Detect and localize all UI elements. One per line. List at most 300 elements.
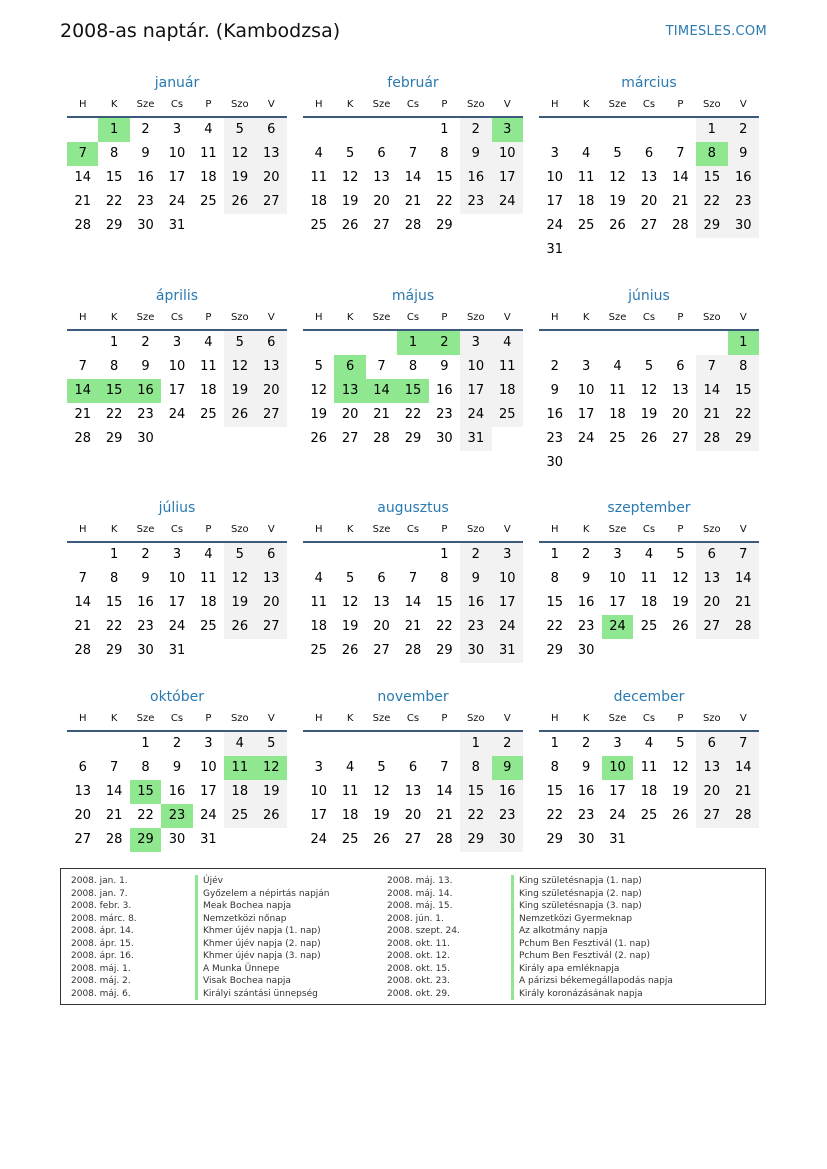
holiday-name: Győzelem a népirtás napján <box>195 888 330 901</box>
day-cell: 21 <box>728 591 759 615</box>
day-cell: 18 <box>310 194 327 209</box>
day-cell: 4 <box>314 146 323 161</box>
day-grid <box>303 118 523 238</box>
day-cell: 14 <box>74 170 91 185</box>
weekday-label: H <box>550 713 559 724</box>
empty-cell <box>98 732 129 756</box>
day-cell: 17 <box>168 383 186 398</box>
weekday-label: K <box>346 99 354 110</box>
day-cell: 27 <box>672 431 689 446</box>
month-10 <box>67 686 287 852</box>
holiday-name: Az alkotmány napja <box>511 925 608 938</box>
month-name: július <box>158 500 196 516</box>
day-cell: 30 <box>546 455 563 470</box>
weekday-label: P <box>441 312 448 323</box>
day-cell: 18 <box>640 784 658 799</box>
day-cell: 29 <box>546 643 563 658</box>
day-cell: 19 <box>672 784 689 799</box>
day-cell: 14 <box>404 170 422 185</box>
day-cell: 23 <box>728 190 759 214</box>
weekday-label: H <box>314 524 323 535</box>
day-cell: 26 <box>609 218 626 233</box>
holiday-day-cell: 2 <box>429 331 460 355</box>
day-cell: 3 <box>204 736 213 751</box>
weekday-label: P <box>677 524 684 535</box>
day-cell: 30 <box>436 431 453 446</box>
empty-cell <box>334 118 365 142</box>
empty-cell <box>303 331 334 355</box>
weekday-label: Sze <box>372 713 391 724</box>
holiday-day-cell: 9 <box>492 756 523 780</box>
day-cell: 27 <box>256 190 287 214</box>
empty-cell <box>334 543 365 567</box>
holiday-list <box>60 868 766 1005</box>
day-cell: 12 <box>672 571 689 586</box>
weekday-label: Cs <box>170 524 184 535</box>
holiday-name: Nemzetközi nőnap <box>195 913 286 926</box>
weekday-label: H <box>78 99 87 110</box>
holiday-name: Khmer újév napja (1. nap) <box>195 925 321 938</box>
day-cell: 13 <box>256 142 287 166</box>
weekday-label: H <box>78 312 87 323</box>
day-cell: 27 <box>74 832 91 847</box>
day-cell: 5 <box>377 760 386 775</box>
day-cell: 25 <box>224 804 255 828</box>
day-cell: 22 <box>404 407 422 422</box>
day-cell: 26 <box>224 190 255 214</box>
month-12 <box>539 686 759 852</box>
day-cell: 23 <box>460 615 491 639</box>
month-11 <box>303 686 523 852</box>
weekday-label: H <box>550 99 559 110</box>
day-cell: 25 <box>341 832 359 847</box>
weekday-label: H <box>314 713 323 724</box>
page-title: 2008-as naptár. (Kambodzsa) <box>60 20 341 42</box>
weekday-label: K <box>582 312 590 323</box>
day-cell: 16 <box>460 166 491 190</box>
month-8 <box>303 497 523 663</box>
day-cell: 28 <box>105 832 123 847</box>
day-cell: 14 <box>74 595 91 610</box>
day-cell: 7 <box>676 146 685 161</box>
day-cell: 12 <box>224 567 255 591</box>
holiday-date: 2008. máj. 15. <box>387 901 453 911</box>
day-cell: 24 <box>168 407 186 422</box>
weekday-label: H <box>314 312 323 323</box>
day-cell: 6 <box>696 543 727 567</box>
day-cell: 19 <box>341 619 359 634</box>
day-cell: 15 <box>460 780 491 804</box>
day-cell: 6 <box>78 760 87 775</box>
day-cell: 5 <box>224 118 255 142</box>
day-cell: 10 <box>168 359 186 374</box>
day-cell: 18 <box>341 808 359 823</box>
day-cell: 29 <box>696 214 727 238</box>
empty-cell <box>303 732 334 756</box>
day-cell: 7 <box>78 359 87 374</box>
brand-logo-link[interactable]: TIMESLES.COM <box>665 24 767 39</box>
day-cell: 22 <box>105 194 123 209</box>
day-cell: 12 <box>640 383 658 398</box>
day-cell: 1 <box>109 547 119 562</box>
day-cell: 11 <box>200 146 217 161</box>
day-cell: 17 <box>168 170 186 185</box>
weekday-label: H <box>78 524 87 535</box>
holiday-day-cell: 13 <box>334 379 365 403</box>
month-2 <box>303 72 523 238</box>
day-cell: 4 <box>613 359 622 374</box>
day-cell: 17 <box>168 595 186 610</box>
empty-cell <box>366 732 397 756</box>
day-grid <box>303 732 523 852</box>
day-cell: 24 <box>460 403 491 427</box>
day-cell: 4 <box>314 571 323 586</box>
day-cell: 9 <box>172 760 182 775</box>
day-cell: 9 <box>581 760 591 775</box>
weekday-header <box>303 708 523 732</box>
day-cell: 5 <box>256 732 287 756</box>
weekday-label: K <box>346 524 354 535</box>
day-cell: 6 <box>644 146 654 161</box>
day-cell: 4 <box>644 736 654 751</box>
weekday-label: Cs <box>406 99 420 110</box>
empty-cell <box>429 732 460 756</box>
weekday-label: Cs <box>406 524 420 535</box>
day-cell: 26 <box>224 403 255 427</box>
day-cell: 3 <box>613 547 622 562</box>
day-cell: 17 <box>310 808 327 823</box>
holiday-day-cell: 3 <box>492 118 523 142</box>
day-cell: 21 <box>404 619 422 634</box>
weekday-label: Szo <box>702 312 721 323</box>
holiday-day-cell: 12 <box>256 756 287 780</box>
day-cell: 18 <box>200 595 217 610</box>
day-cell: 13 <box>256 355 287 379</box>
day-cell: 20 <box>696 591 727 615</box>
empty-cell <box>633 331 664 355</box>
month-name: március <box>621 75 677 91</box>
day-grid <box>539 118 759 262</box>
weekday-label: Szo <box>466 524 485 535</box>
weekday-label: Sze <box>136 312 155 323</box>
weekday-label: K <box>346 312 354 323</box>
day-cell: 10 <box>546 170 563 185</box>
empty-cell <box>665 118 696 142</box>
day-cell: 28 <box>74 431 91 446</box>
day-cell: 3 <box>172 335 182 350</box>
day-cell: 28 <box>696 427 727 451</box>
day-cell: 16 <box>577 784 595 799</box>
day-cell: 1 <box>696 118 727 142</box>
day-cell: 5 <box>676 736 685 751</box>
holiday-name: King születésnapja (1. nap) <box>511 875 642 888</box>
day-cell: 7 <box>408 146 418 161</box>
day-cell: 6 <box>256 118 287 142</box>
day-cell: 24 <box>492 190 523 214</box>
day-cell: 22 <box>546 619 563 634</box>
day-cell: 14 <box>696 379 727 403</box>
day-cell: 12 <box>341 170 359 185</box>
day-cell: 27 <box>256 615 287 639</box>
weekday-label: V <box>503 99 511 110</box>
day-cell: 28 <box>436 832 453 847</box>
day-cell: 31 <box>460 427 491 451</box>
day-cell: 16 <box>137 595 154 610</box>
weekday-label: K <box>582 524 590 535</box>
day-cell: 30 <box>492 828 523 852</box>
day-cell: 21 <box>436 808 453 823</box>
day-cell: 14 <box>728 756 759 780</box>
day-cell: 8 <box>109 359 119 374</box>
holiday-day-cell: 15 <box>130 780 161 804</box>
day-cell: 19 <box>341 194 359 209</box>
weekday-label: P <box>441 99 448 110</box>
day-cell: 31 <box>200 832 217 847</box>
day-cell: 4 <box>644 547 654 562</box>
day-cell: 17 <box>546 194 563 209</box>
day-cell: 23 <box>577 619 595 634</box>
weekday-label: Cs <box>642 312 656 323</box>
day-cell: 9 <box>460 567 491 591</box>
empty-cell <box>303 543 334 567</box>
holiday-name: Khmer újév napja (3. nap) <box>195 950 321 963</box>
day-cell: 15 <box>696 166 727 190</box>
empty-cell <box>67 331 98 355</box>
day-cell: 8 <box>440 146 449 161</box>
weekday-label: Sze <box>372 524 391 535</box>
day-cell: 4 <box>345 760 355 775</box>
day-cell: 10 <box>168 146 186 161</box>
holiday-name: Király koronázásának napja <box>511 988 643 1001</box>
day-cell: 30 <box>460 639 491 663</box>
day-cell: 25 <box>640 619 658 634</box>
day-cell: 11 <box>310 595 327 610</box>
day-cell: 6 <box>408 760 418 775</box>
day-cell: 13 <box>696 567 727 591</box>
weekday-header <box>67 708 287 732</box>
weekday-label: Cs <box>642 713 656 724</box>
day-cell: 18 <box>200 170 217 185</box>
day-cell: 20 <box>640 194 658 209</box>
day-cell: 28 <box>74 643 91 658</box>
day-cell: 7 <box>109 760 119 775</box>
day-cell: 18 <box>609 407 626 422</box>
holiday-date: 2008. okt. 11. <box>387 938 450 949</box>
day-cell: 26 <box>256 804 287 828</box>
weekday-label: Cs <box>170 713 184 724</box>
day-cell: 3 <box>581 359 591 374</box>
day-cell: 28 <box>672 218 689 233</box>
day-cell: 21 <box>373 407 390 422</box>
weekday-label: V <box>739 524 747 535</box>
day-cell: 29 <box>105 218 123 233</box>
holiday-date: 2008. márc. 8. <box>71 913 137 924</box>
holiday-name: Visak Bochea napja <box>195 975 291 988</box>
day-cell: 5 <box>224 543 255 567</box>
weekday-label: V <box>267 713 275 724</box>
day-cell: 10 <box>492 142 523 166</box>
empty-cell <box>602 118 633 142</box>
day-cell: 2 <box>141 122 150 137</box>
weekday-label: P <box>205 312 212 323</box>
holiday-name: Pchum Ben Fesztivál (1. nap) <box>511 938 650 951</box>
day-cell: 6 <box>256 331 287 355</box>
day-cell: 20 <box>256 379 287 403</box>
holiday-day-cell: 7 <box>67 142 98 166</box>
day-cell: 20 <box>373 194 390 209</box>
empty-cell <box>570 118 601 142</box>
day-cell: 23 <box>460 190 491 214</box>
day-cell: 19 <box>609 194 626 209</box>
day-cell: 28 <box>404 643 422 658</box>
day-cell: 2 <box>141 335 150 350</box>
day-cell: 25 <box>200 407 217 422</box>
day-grid <box>539 732 759 852</box>
empty-cell <box>570 331 601 355</box>
day-cell: 30 <box>137 431 154 446</box>
day-cell: 9 <box>728 142 759 166</box>
day-cell: 8 <box>109 146 119 161</box>
day-cell: 19 <box>373 808 390 823</box>
day-cell: 16 <box>546 407 563 422</box>
empty-cell <box>303 118 334 142</box>
weekday-label: H <box>78 713 87 724</box>
holiday-day-cell: 14 <box>67 379 98 403</box>
day-cell: 25 <box>310 643 327 658</box>
day-cell: 27 <box>696 615 727 639</box>
day-cell: 17 <box>609 784 626 799</box>
weekday-label: Szo <box>702 99 721 110</box>
day-cell: 9 <box>141 359 150 374</box>
day-cell: 29 <box>105 431 123 446</box>
day-cell: 31 <box>609 832 626 847</box>
day-cell: 21 <box>74 407 91 422</box>
day-cell: 4 <box>492 331 523 355</box>
weekday-label: K <box>110 312 118 323</box>
day-cell: 17 <box>492 591 523 615</box>
holiday-name: Újév <box>195 875 223 888</box>
day-cell: 23 <box>577 808 595 823</box>
month-name: január <box>154 75 200 91</box>
day-grid <box>67 543 287 663</box>
weekday-label: H <box>550 312 559 323</box>
day-cell: 25 <box>640 808 658 823</box>
day-cell: 31 <box>546 242 563 257</box>
day-cell: 26 <box>373 832 390 847</box>
month-3 <box>539 72 759 262</box>
holiday-day-cell: 15 <box>98 379 129 403</box>
day-cell: 13 <box>373 595 390 610</box>
day-cell: 1 <box>550 547 559 562</box>
weekday-label: Sze <box>136 99 155 110</box>
day-cell: 9 <box>141 146 150 161</box>
day-cell: 2 <box>460 118 491 142</box>
day-cell: 12 <box>341 595 359 610</box>
day-cell: 26 <box>310 431 327 446</box>
day-cell: 30 <box>577 643 595 658</box>
day-cell: 29 <box>546 832 563 847</box>
day-cell: 10 <box>492 567 523 591</box>
day-cell: 5 <box>345 146 355 161</box>
day-cell: 1 <box>440 122 449 137</box>
holiday-name: King születésnapja (2. nap) <box>511 888 642 901</box>
weekday-label: Szo <box>702 524 721 535</box>
day-cell: 18 <box>224 780 255 804</box>
holiday-name: Király apa emléknapja <box>511 963 619 976</box>
day-cell: 25 <box>609 431 626 446</box>
day-cell: 5 <box>345 571 355 586</box>
day-cell: 4 <box>204 122 213 137</box>
day-cell: 7 <box>408 571 418 586</box>
day-cell: 4 <box>204 547 213 562</box>
holiday-name: A párizsi békemegállapodás napja <box>511 975 673 988</box>
day-cell: 15 <box>105 595 123 610</box>
holiday-date: 2008. máj. 6. <box>71 988 131 999</box>
weekday-header <box>67 519 287 543</box>
day-cell: 11 <box>310 170 327 185</box>
day-cell: 9 <box>141 571 150 586</box>
weekday-label: Szo <box>230 713 249 724</box>
day-cell: 14 <box>672 170 689 185</box>
empty-cell <box>334 331 365 355</box>
day-cell: 8 <box>728 355 759 379</box>
day-cell: 9 <box>581 571 591 586</box>
day-cell: 26 <box>341 218 359 233</box>
day-cell: 19 <box>640 407 658 422</box>
day-cell: 22 <box>436 619 453 634</box>
day-cell: 11 <box>577 170 595 185</box>
empty-cell <box>366 118 397 142</box>
day-cell: 31 <box>168 643 186 658</box>
day-cell: 28 <box>728 615 759 639</box>
weekday-label: P <box>677 99 684 110</box>
weekday-header <box>539 94 759 118</box>
day-cell: 9 <box>550 383 559 398</box>
day-cell: 18 <box>577 194 595 209</box>
weekday-header <box>539 708 759 732</box>
weekday-label: Cs <box>642 99 656 110</box>
weekday-label: Cs <box>170 312 184 323</box>
day-cell: 27 <box>696 804 727 828</box>
weekday-label: Szo <box>230 99 249 110</box>
holiday-day-cell: 29 <box>130 828 161 852</box>
day-cell: 12 <box>672 760 689 775</box>
day-cell: 2 <box>550 359 559 374</box>
weekday-header <box>539 519 759 543</box>
month-6 <box>539 285 759 475</box>
day-cell: 20 <box>696 780 727 804</box>
day-cell: 29 <box>460 828 491 852</box>
day-cell: 25 <box>310 218 327 233</box>
weekday-label: Szo <box>466 99 485 110</box>
holiday-date: 2008. jún. 1. <box>387 913 444 924</box>
day-cell: 3 <box>460 331 491 355</box>
day-cell: 23 <box>492 804 523 828</box>
day-cell: 20 <box>256 591 287 615</box>
day-cell: 11 <box>200 571 217 586</box>
day-cell: 13 <box>404 784 422 799</box>
weekday-label: Szo <box>702 713 721 724</box>
day-cell: 10 <box>609 571 626 586</box>
empty-cell <box>397 732 428 756</box>
day-cell: 27 <box>341 431 359 446</box>
weekday-label: P <box>441 713 448 724</box>
day-cell: 26 <box>672 619 689 634</box>
day-cell: 24 <box>168 619 186 634</box>
day-cell: 13 <box>640 170 658 185</box>
day-cell: 28 <box>404 218 422 233</box>
month-name: február <box>387 75 439 91</box>
